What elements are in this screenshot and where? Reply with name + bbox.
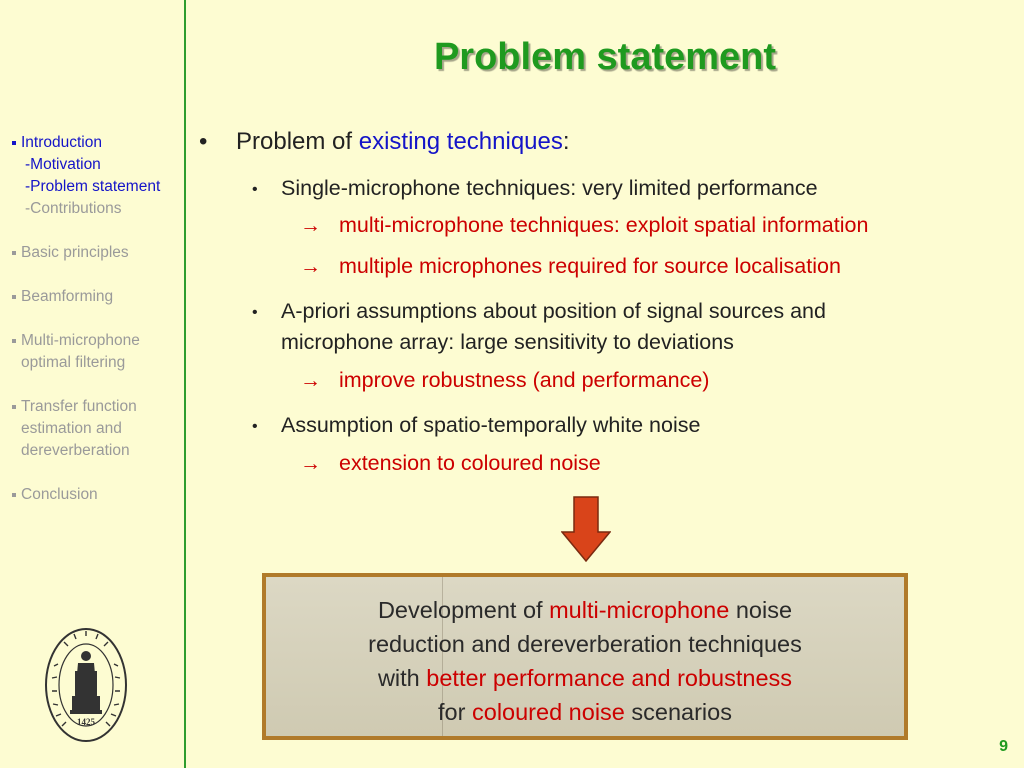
sub-bullet-icon: • bbox=[252, 418, 258, 435]
arrow-right-icon: → bbox=[300, 255, 321, 278]
bullet-colon: : bbox=[562, 128, 570, 155]
nav-item-label: Basic principles bbox=[21, 244, 129, 261]
summary-line-2: reduction and dereverberation techniques bbox=[368, 631, 802, 657]
bullet-text: Problem of bbox=[236, 128, 353, 155]
highlight-multi-microphone: multi-microphone bbox=[549, 597, 730, 623]
arrow-item-multi-microphone: multi-microphone techniques: exploit spatial information bbox=[339, 213, 869, 237]
seal-year: 1425 bbox=[77, 717, 95, 727]
sub-bullet-icon: • bbox=[252, 304, 258, 321]
page-number: 9 bbox=[999, 738, 1008, 755]
nav-subitem-problem-statement[interactable]: -Problem statement bbox=[25, 178, 161, 195]
arrow-item-improve-robustness: improve robustness (and performance) bbox=[339, 368, 710, 392]
nav-subitem-contributions[interactable]: -Contributions bbox=[25, 200, 122, 217]
arrow-right-icon: → bbox=[300, 214, 321, 237]
sub-bullet-icon: • bbox=[252, 181, 258, 198]
sub-bullet-white-noise: Assumption of spatio-temporally white noise bbox=[281, 413, 701, 437]
nav-item-label-cont: dereverberation bbox=[21, 442, 130, 459]
summary-line-3 bbox=[266, 661, 904, 695]
summary-text-span: scenarios bbox=[631, 699, 732, 725]
summary-text-span: noise bbox=[735, 597, 793, 623]
summary-text-span: with bbox=[377, 665, 420, 691]
nav-item-label-cont: optimal filtering bbox=[21, 354, 126, 371]
nav-item-label: Transfer function bbox=[21, 398, 137, 415]
down-arrow-icon bbox=[561, 496, 611, 562]
summary-box bbox=[262, 573, 908, 740]
bullet-problem-of-existing bbox=[236, 128, 570, 156]
sub-bullet-a-priori bbox=[281, 296, 826, 358]
nav-item-label: Beamforming bbox=[21, 288, 114, 305]
sub-bullet-line: microphone array: large sensitivity to deviations bbox=[281, 330, 734, 354]
summary-line-1 bbox=[266, 593, 904, 627]
summary-text-span: Development of bbox=[377, 597, 543, 623]
nav-subitem-motivation[interactable]: -Motivation bbox=[25, 156, 101, 173]
highlight-existing-techniques: existing techniques bbox=[358, 128, 563, 155]
arrow-right-icon: → bbox=[300, 369, 321, 392]
arrow-item-coloured-noise: extension to coloured noise bbox=[339, 451, 601, 475]
nav-item-label: Multi-microphone bbox=[21, 332, 140, 349]
page-title: Problem statement bbox=[433, 36, 777, 78]
highlight-better-performance: better performance and robustness bbox=[426, 665, 793, 691]
summary-line-4 bbox=[266, 695, 904, 729]
nav-item-label-cont: estimation and bbox=[21, 420, 122, 437]
nav-item-label: Conclusion bbox=[21, 486, 98, 503]
arrow-right-icon: → bbox=[300, 452, 321, 475]
sub-bullet-line: A-priori assumptions about position of signal sources and bbox=[281, 299, 826, 323]
nav-item-label: Introduction bbox=[21, 134, 102, 151]
bullet-icon: • bbox=[199, 128, 208, 155]
arrow-item-source-localisation: multiple microphones required for source localisation bbox=[339, 254, 841, 278]
summary-text-span: for bbox=[438, 699, 466, 725]
sub-bullet-single-microphone: Single-microphone techniques: very limited performance bbox=[281, 176, 818, 200]
highlight-coloured-noise: coloured noise bbox=[472, 699, 625, 725]
summary-text bbox=[266, 593, 904, 729]
